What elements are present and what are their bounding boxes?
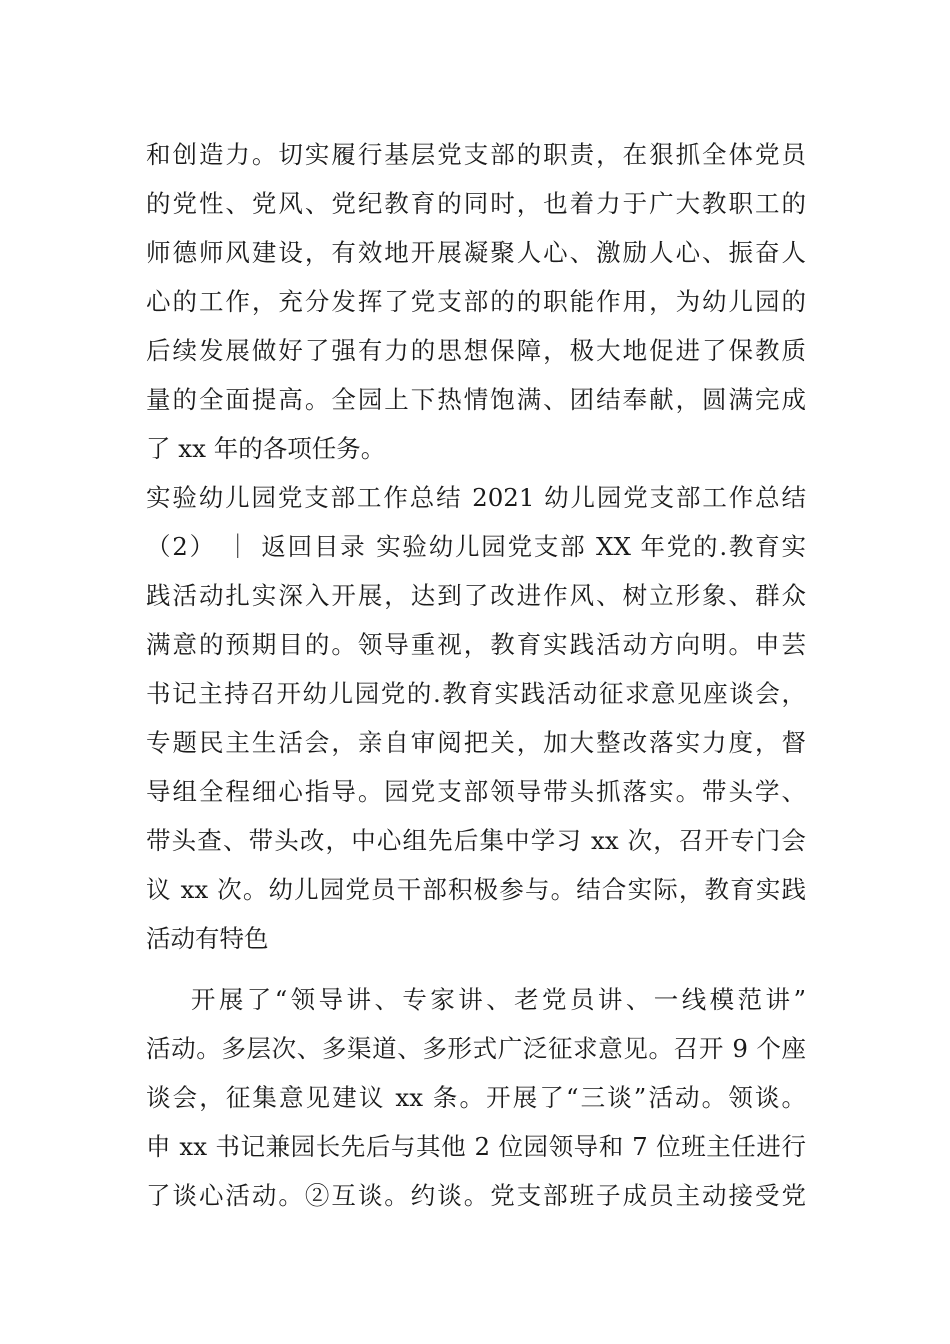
paragraph-spacer: [146, 963, 806, 975]
text-line: 量的全面提高。全园上下热情饱满、团结奉献，圆满完成: [146, 385, 806, 414]
text-line: 和创造力。切实履行基层党支部的职责，在狠抓全体党员: [146, 140, 806, 169]
text-line: 带头查、带头改，中心组先后集中学习 xx 次，召开专门会: [146, 826, 806, 855]
text-line: 专题民主生活会，亲自审阅把关，加大整改落实力度，督: [146, 728, 806, 757]
text-line: 了 xx 年的各项任务。: [146, 434, 386, 463]
text-line: 师德师风建设，有效地开展凝聚人心、激励人心、振奋人: [146, 238, 806, 267]
text-line: 践活动扎实深入开展，达到了改进作风、树立形象、群众: [146, 581, 806, 610]
text-line: 谈会，征集意见建议 xx 条。开展了“三谈”活动。领谈。: [146, 1083, 806, 1112]
text-line: 书记主持召开幼儿园党的.教育实践活动征求意见座谈会，: [146, 679, 806, 708]
text-line-with-return-link: （2） ｜ 返回目录 实验幼儿园党支部 XX 年党的.教育实: [146, 532, 806, 561]
text-line: 议 xx 次。幼儿园党员干部积极参与。结合实际，教育实践: [146, 875, 806, 904]
paragraph-2: [146, 473, 806, 963]
text-line: 后续发展做好了强有力的思想保障，极大地促进了保教质: [146, 336, 806, 365]
paragraph-1: [146, 130, 806, 473]
text-line: 活动。多层次、多渠道、多形式广泛征求意见。召开 9 个座: [146, 1034, 806, 1063]
document-page: [146, 130, 806, 1220]
text-line: 活动有特色: [146, 924, 269, 953]
text-line: 心的工作，充分发挥了党支部的的职能作用，为幼儿园的: [146, 287, 806, 316]
text-line: 满意的预期目的。领导重视，教育实践活动方向明。申芸: [146, 630, 806, 659]
text-line: 了谈心活动。②互谈。约谈。党支部班子成员主动接受党: [146, 1181, 806, 1210]
text-line: 导组全程细心指导。园党支部领导带头抓落实。带头学、: [146, 777, 806, 806]
paragraph-3: [146, 975, 806, 1220]
text-line: 的党性、党风、党纪教育的同时，也着力于广大教职工的: [146, 189, 806, 218]
section-title-line: 实验幼儿园党支部工作总结 2021 幼儿园党支部工作总结: [146, 483, 806, 512]
text-line: 申 xx 书记兼园长先后与其他 2 位园领导和 7 位班主任进行: [146, 1132, 806, 1161]
text-line: 开展了“领导讲、专家讲、老党员讲、一线模范讲”: [146, 985, 806, 1014]
